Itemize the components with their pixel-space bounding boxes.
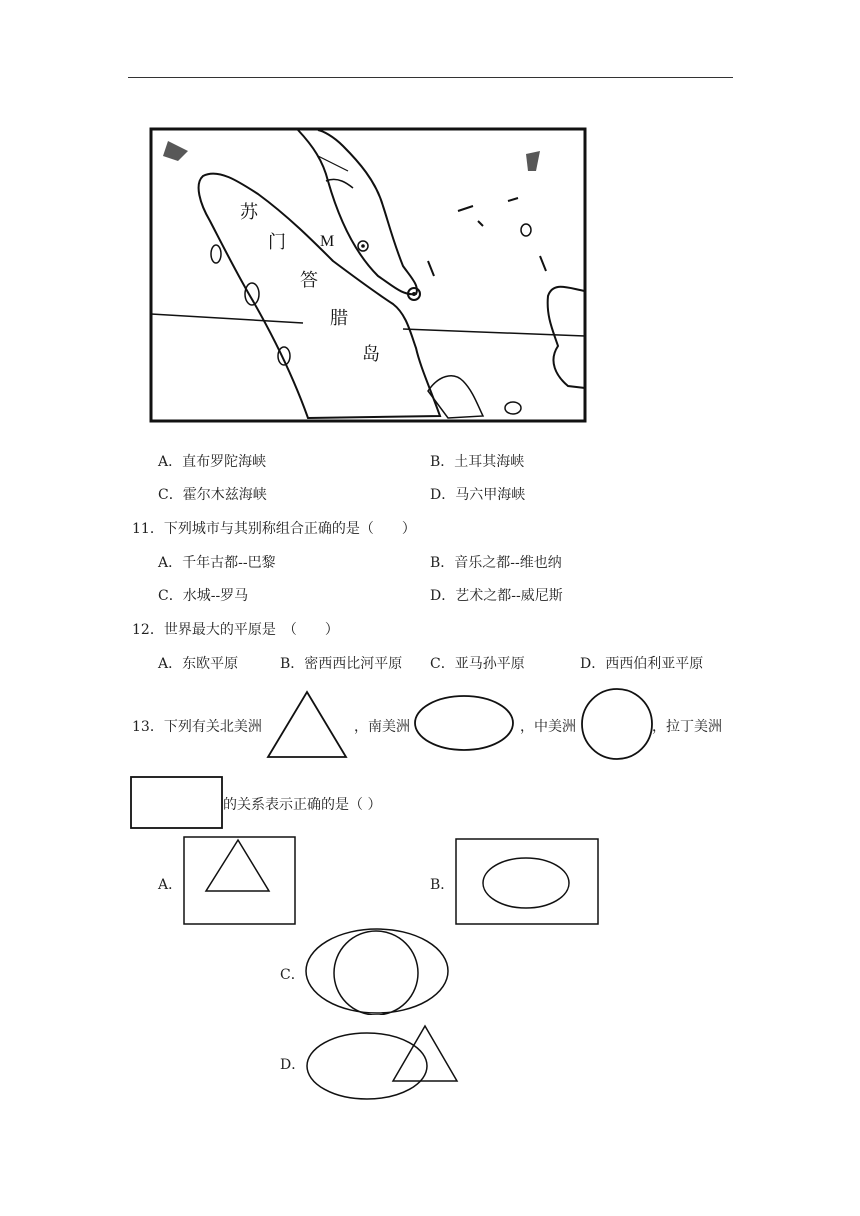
central-america-circle	[580, 687, 654, 761]
option-letter: B．	[430, 555, 455, 571]
latin-america-rectangle	[130, 776, 224, 830]
q13-option-d-figure[interactable]	[305, 1024, 461, 1102]
q10-option-c[interactable]	[158, 484, 267, 504]
option-text: 密西西比河平原	[304, 656, 403, 672]
q12-option-c[interactable]	[430, 653, 525, 673]
q10-option-b[interactable]	[430, 451, 524, 471]
q13-option-c-label[interactable]: C．	[280, 967, 305, 983]
option-letter: B．	[430, 454, 455, 470]
option-letter: A．	[158, 454, 183, 470]
option-text: 土耳其海峡	[454, 454, 525, 470]
strait-map	[148, 126, 588, 424]
map-point-m: M	[320, 233, 335, 250]
option-text: 直布罗陀海峡	[182, 454, 267, 470]
south-america-ellipse	[413, 694, 515, 752]
north-america-triangle	[266, 690, 348, 760]
option-text: 西西伯利亚平原	[605, 656, 704, 672]
option-letter: C．	[158, 588, 183, 604]
q13-stem-suffix: 的关系表示正确的是（ ）	[223, 797, 382, 813]
option-text: 艺术之都--威尼斯	[455, 588, 563, 604]
q12-option-b[interactable]	[280, 653, 402, 673]
option-letter: D．	[580, 656, 606, 672]
option-letter: D．	[430, 588, 456, 604]
option-letter: C．	[158, 487, 183, 503]
option-text: 亚马孙平原	[454, 656, 525, 672]
option-letter: A．	[158, 656, 183, 672]
q13-latin-label: ，拉丁美洲	[652, 719, 722, 735]
map-label-su: 苏	[240, 202, 258, 222]
q13-option-b-figure[interactable]	[455, 838, 600, 926]
q11-option-c[interactable]	[158, 585, 248, 605]
map-label-men: 门	[268, 232, 286, 252]
header-rule	[128, 77, 733, 78]
q11-option-a[interactable]	[158, 552, 276, 572]
q13-south-label: ，南美洲	[354, 719, 410, 735]
q13-option-a-label[interactable]: A．	[158, 877, 183, 893]
q13-option-c-figure[interactable]	[304, 927, 450, 1015]
option-letter: A．	[158, 555, 183, 571]
option-letter: C．	[430, 656, 455, 672]
option-text: 水城--罗马	[182, 588, 249, 604]
q11-option-d[interactable]	[430, 585, 563, 605]
option-text: 马六甲海峡	[455, 487, 526, 503]
q13-option-d-label[interactable]: D．	[280, 1057, 306, 1073]
option-text: 音乐之都--维也纳	[454, 555, 562, 571]
map-label-da: 答	[300, 270, 318, 290]
q10-option-a[interactable]	[158, 451, 266, 471]
map-label-la: 腊	[330, 308, 348, 328]
q13-stem-prefix: 13．下列有关北美洲	[132, 719, 262, 735]
option-text: 霍尔木兹海峡	[182, 487, 267, 503]
option-letter: D．	[430, 487, 456, 503]
map-label-dao: 岛	[362, 344, 380, 364]
option-text: 东欧平原	[182, 656, 239, 672]
q13-option-b-label[interactable]: B．	[430, 877, 455, 893]
q12-stem: 12．世界最大的平原是 （ ）	[132, 622, 339, 638]
q11-stem: 11．下列城市与其别称组合正确的是（ ）	[132, 521, 416, 537]
option-letter: B．	[280, 656, 305, 672]
q11-option-b[interactable]	[430, 552, 562, 572]
q12-option-d[interactable]	[580, 653, 703, 673]
q13-option-a-figure[interactable]	[183, 836, 297, 926]
q10-option-d[interactable]	[430, 484, 525, 504]
q12-option-a[interactable]	[158, 653, 238, 673]
option-text: 千年古都--巴黎	[182, 555, 276, 571]
q13-central-label: ，中美洲	[520, 719, 576, 735]
